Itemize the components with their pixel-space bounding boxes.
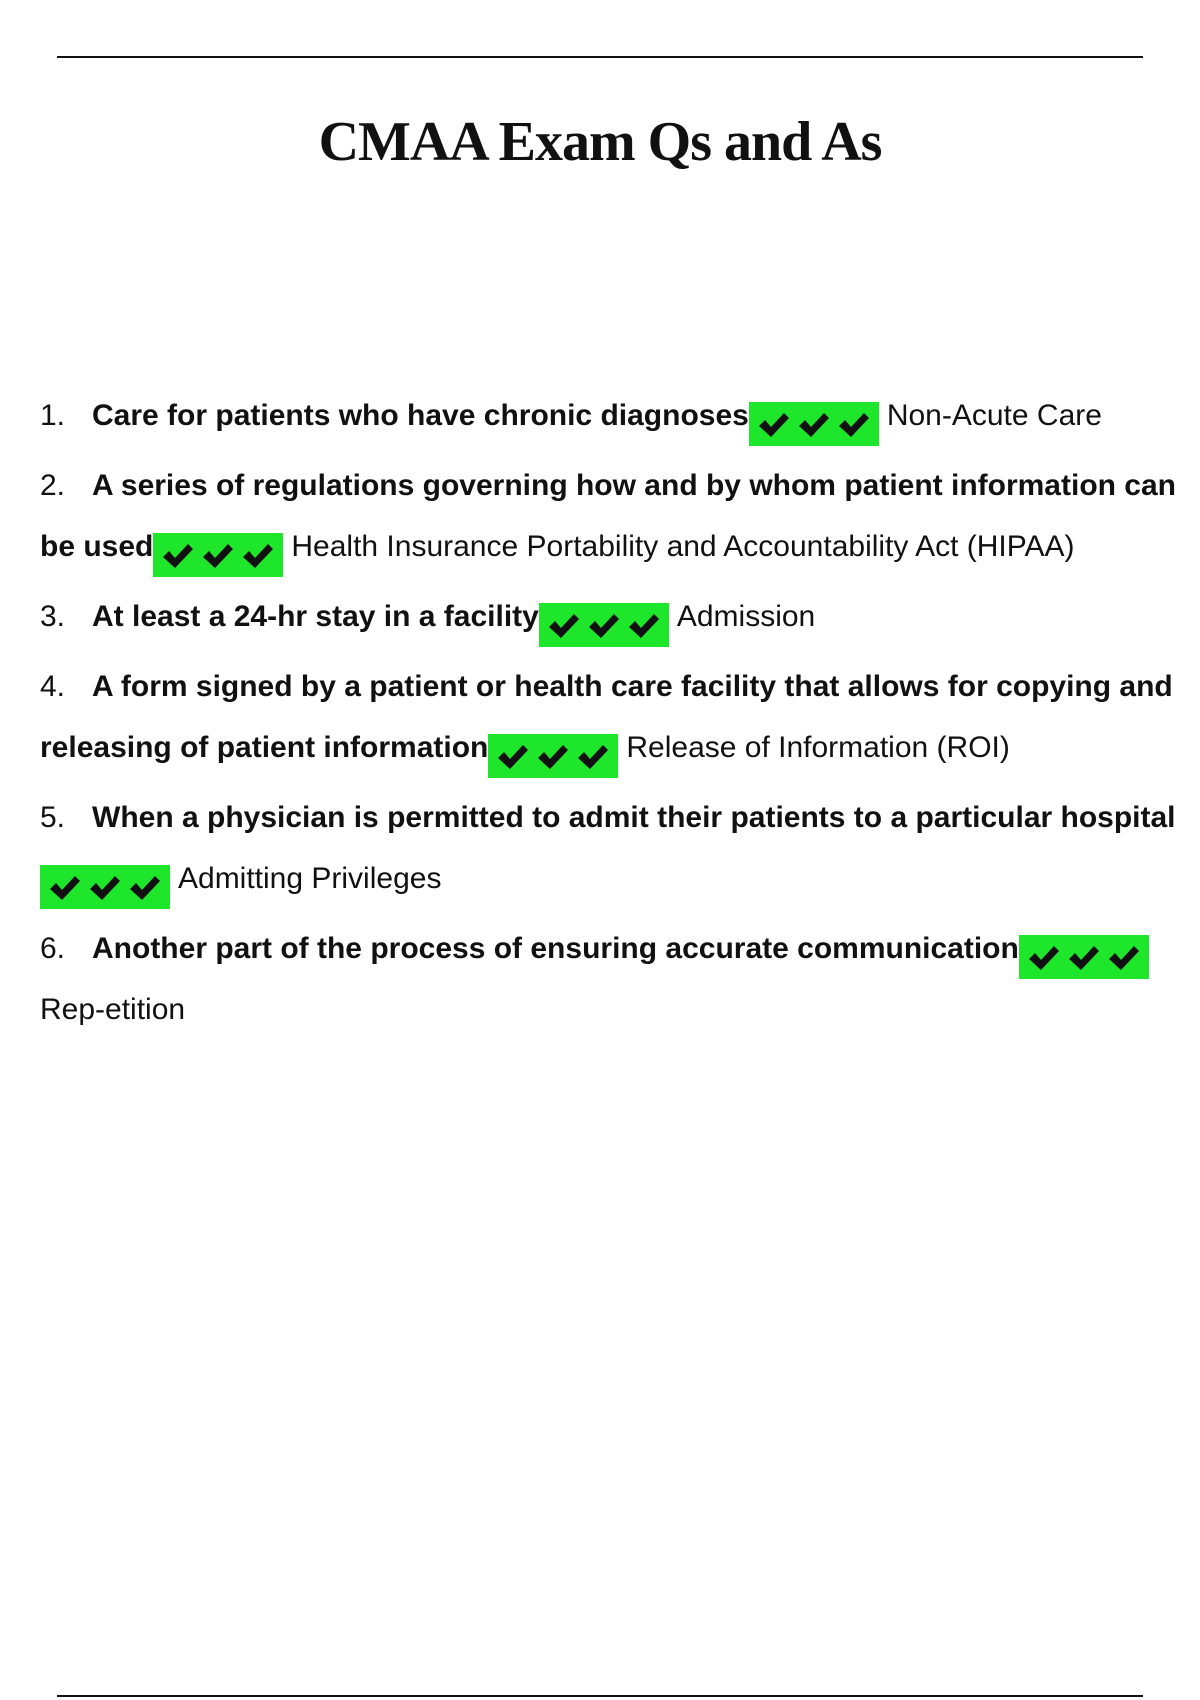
item-number: 4. <box>40 670 66 703</box>
check-mark-icon <box>161 541 195 571</box>
item-number: 5. <box>40 801 66 834</box>
check-mark-icon <box>757 410 791 440</box>
check-mark-icon <box>627 611 661 641</box>
question-text: When a physician is permitted to admit their patients to a particular hospital <box>92 801 1176 834</box>
qa-item <box>40 787 1190 909</box>
answer-marker <box>488 734 618 778</box>
check-mark-icon <box>496 742 530 772</box>
check-mark-icon <box>48 873 82 903</box>
check-mark-icon <box>837 410 871 440</box>
answer-text: Rep-etition <box>40 993 186 1026</box>
document-title: CMAA Exam Qs and As <box>318 111 882 173</box>
question-text: At least a 24-hr stay in a facility <box>92 600 539 633</box>
question-text: Another part of the process of ensuring accurate communication <box>92 932 1019 965</box>
answer-marker <box>1019 935 1149 979</box>
check-mark-icon <box>1027 943 1061 973</box>
check-mark-icon <box>241 541 275 571</box>
check-mark-icon <box>88 873 122 903</box>
answer-text: Admission <box>676 600 816 633</box>
answer-text: Admitting Privileges <box>178 862 442 895</box>
question-text: A form signed by a patient or health care facility that allows for copying and releasing of patient information <box>40 670 1173 764</box>
qa-item <box>40 656 1190 778</box>
question-text: Care for patients who have chronic diagnoses <box>92 399 749 432</box>
check-mark-icon <box>128 873 162 903</box>
item-number: 1. <box>40 399 66 432</box>
check-mark-icon <box>576 742 610 772</box>
qa-item <box>40 586 1190 647</box>
answer-text: Non-Acute Care <box>886 399 1102 432</box>
qa-item <box>40 455 1190 577</box>
check-mark-icon <box>547 611 581 641</box>
qa-item <box>40 918 1190 1040</box>
check-mark-icon <box>587 611 621 641</box>
answer-marker <box>749 402 879 446</box>
bottom-rule <box>57 1695 1143 1697</box>
check-mark-icon <box>797 410 831 440</box>
check-mark-icon <box>1067 943 1101 973</box>
answer-marker <box>40 865 170 909</box>
qa-item <box>40 385 1190 446</box>
check-mark-icon <box>1107 943 1141 973</box>
answer-text: Health Insurance Portability and Accountability Act (HIPAA) <box>291 530 1075 563</box>
top-rule <box>57 56 1143 58</box>
answer-text: Release of Information (ROI) <box>626 731 1010 764</box>
answer-marker <box>539 603 669 647</box>
check-mark-icon <box>201 541 235 571</box>
item-number: 2. <box>40 469 66 502</box>
qa-list <box>40 385 1190 1049</box>
item-number: 3. <box>40 600 66 633</box>
question-text: A series of regulations governing how and by whom patient information can be used <box>40 469 1176 563</box>
answer-marker <box>153 533 283 577</box>
check-mark-icon <box>536 742 570 772</box>
item-number: 6. <box>40 932 66 965</box>
